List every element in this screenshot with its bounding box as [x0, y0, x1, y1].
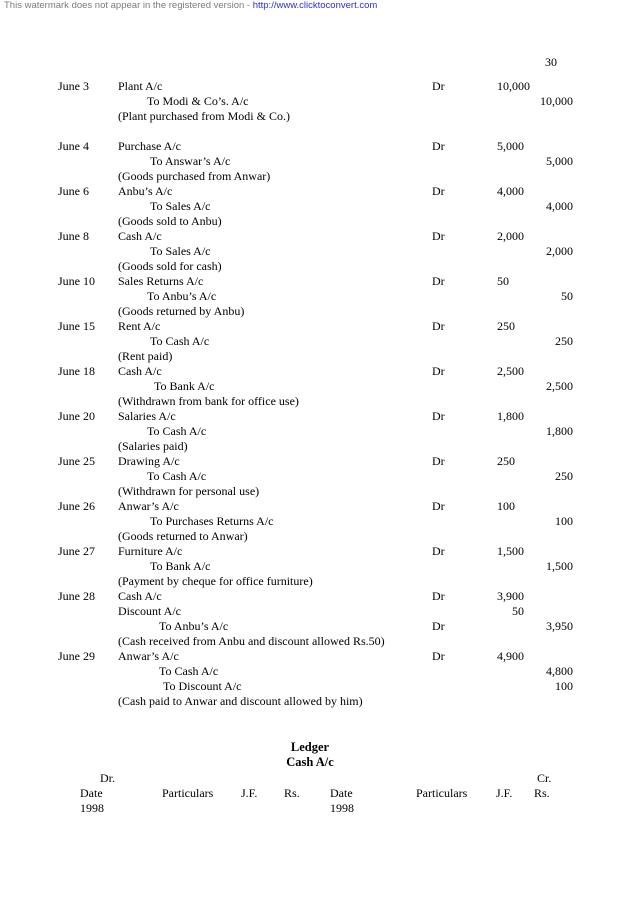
entry-particulars: To Bank A/c — [150, 559, 211, 573]
entry-date: June 10 — [58, 274, 95, 288]
entry-narration: (Goods returned to Anwar) — [118, 529, 248, 543]
entry-particulars: To Bank A/c — [154, 379, 215, 393]
dr-marker: Dr — [432, 79, 445, 93]
entry-particulars: To Anbu’s A/c — [159, 619, 229, 633]
entry-date: June 20 — [58, 409, 95, 423]
debit-amount: 50 — [497, 274, 509, 288]
credit-amount: 250 — [555, 334, 573, 348]
entry-particulars: Plant A/c — [118, 79, 163, 93]
ledger-right-date-header: Date — [330, 786, 353, 800]
entry-narration: (Payment by cheque for office furniture) — [118, 574, 313, 588]
credit-amount: 1,800 — [546, 424, 573, 438]
entry-particulars: Cash A/c — [118, 589, 162, 603]
entry-narration: (Rent paid) — [118, 349, 173, 363]
entry-narration: (Withdrawn from bank for office use) — [118, 394, 299, 408]
entry-narration: (Goods sold for cash) — [118, 259, 222, 273]
dr-marker: Dr — [432, 589, 445, 603]
dr-marker: Dr — [432, 454, 445, 468]
entry-date: June 27 — [58, 544, 95, 558]
entry-particulars: Purchase A/c — [118, 139, 181, 153]
entry-particulars: To Cash A/c — [147, 424, 207, 438]
entry-date: June 25 — [58, 454, 95, 468]
entry-particulars: To Answar’s A/c — [150, 154, 231, 168]
entry-particulars: To Cash A/c — [150, 334, 210, 348]
credit-amount: 2,000 — [546, 244, 573, 258]
dr-marker: Dr — [432, 274, 445, 288]
credit-amount: 1,500 — [546, 559, 573, 573]
dr-marker: Dr — [432, 139, 445, 153]
credit-amount: 10,000 — [540, 94, 573, 108]
debit-amount: 250 — [497, 319, 515, 333]
entry-particulars: Cash A/c — [118, 364, 162, 378]
debit-amount: 4,900 — [497, 649, 524, 663]
entry-particulars: Furniture A/c — [118, 544, 183, 558]
dr-marker: Dr — [432, 499, 445, 513]
credit-amount: 100 — [555, 679, 573, 693]
entry-particulars: Anbu’s A/c — [118, 184, 173, 198]
credit-amount: 5,000 — [546, 154, 573, 168]
entry-particulars: Discount A/c — [118, 604, 181, 618]
dr-marker: Dr — [432, 649, 445, 663]
credit-amount: 4,000 — [546, 199, 573, 213]
entry-date: June 3 — [58, 79, 89, 93]
entry-date: June 15 — [58, 319, 95, 333]
ledger-heading: Ledger — [290, 740, 330, 754]
debit-amount: 50 — [512, 604, 524, 618]
entry-date: June 8 — [58, 229, 89, 243]
entry-particulars: Anwar’s A/c — [118, 499, 179, 513]
debit-amount: 10,000 — [497, 79, 530, 93]
entry-particulars: Rent A/c — [118, 319, 161, 333]
dr-marker: Dr — [432, 409, 445, 423]
dr-marker: Dr — [432, 364, 445, 378]
ledger-right-year: 1998 — [330, 801, 354, 815]
credit-amount: 4,800 — [546, 664, 573, 678]
watermark — [4, 0, 377, 11]
entry-narration: (Salaries paid) — [118, 439, 188, 453]
ledger-right-particulars-header: Particulars — [416, 786, 468, 800]
watermark-text: This watermark does not appear in the registered version - — [4, 0, 253, 11]
entry-particulars: To Sales A/c — [150, 199, 211, 213]
debit-amount: 4,000 — [497, 184, 524, 198]
debit-amount: 1,500 — [497, 544, 524, 558]
entry-narration: (Goods purchased from Anwar) — [118, 169, 271, 183]
ledger-left-rs-header: Rs. — [284, 786, 300, 800]
dr-marker: Dr — [432, 619, 445, 633]
ledger-right-rs-header: Rs. — [534, 786, 550, 800]
credit-amount: 250 — [555, 469, 573, 483]
ledger-account-title: Cash A/c — [286, 755, 334, 769]
entry-date: June 28 — [58, 589, 95, 603]
debit-amount: 2,000 — [497, 229, 524, 243]
dr-marker: Dr — [432, 319, 445, 333]
credit-amount: 3,950 — [546, 619, 573, 633]
dr-marker: Dr — [432, 544, 445, 558]
entry-particulars: To Sales A/c — [150, 244, 211, 258]
dr-marker: Dr — [432, 229, 445, 243]
ledger-left-particulars-header: Particulars — [162, 786, 214, 800]
entry-narration: (Goods returned by Anbu) — [118, 304, 245, 318]
entry-date: June 4 — [58, 139, 89, 153]
debit-amount: 1,800 — [497, 409, 524, 423]
debit-amount: 3,900 — [497, 589, 524, 603]
entry-narration: (Plant purchased from Modi & Co.) — [118, 109, 290, 123]
entry-particulars: To Purchases Returns A/c — [150, 514, 274, 528]
entry-narration: (Withdrawn for personal use) — [118, 484, 260, 498]
ledger-left-year: 1998 — [80, 801, 104, 815]
entry-date: June 29 — [58, 649, 95, 663]
entry-particulars: Anwar’s A/c — [118, 649, 179, 663]
ledger-left-jf-header: J.F. — [241, 786, 258, 800]
ledger-left-date-header: Date — [80, 786, 103, 800]
dr-marker: Dr — [432, 184, 445, 198]
debit-amount: 100 — [497, 499, 515, 513]
debit-amount: 5,000 — [497, 139, 524, 153]
entry-particulars: To Cash A/c — [147, 469, 207, 483]
credit-amount: 50 — [561, 289, 573, 303]
entry-particulars: Drawing A/c — [118, 454, 180, 468]
page-number: 30 — [545, 55, 557, 69]
ledger-dr-label: Dr. — [100, 771, 115, 785]
entry-particulars: To Modi & Co’s. A/c — [147, 94, 249, 108]
ledger-right-jf-header: J.F. — [496, 786, 513, 800]
watermark-link[interactable]: http://www.clicktoconvert.com — [252, 0, 378, 11]
debit-amount: 2,500 — [497, 364, 524, 378]
entry-date: June 26 — [58, 499, 95, 513]
credit-amount: 2,500 — [546, 379, 573, 393]
entry-particulars: Sales Returns A/c — [118, 274, 204, 288]
entry-particulars: To Anbu’s A/c — [147, 289, 217, 303]
entry-particulars: To Cash A/c — [159, 664, 219, 678]
entry-narration: (Goods sold to Anbu) — [118, 214, 222, 228]
entry-date: June 6 — [58, 184, 89, 198]
ledger-cr-label: Cr. — [537, 771, 552, 785]
debit-amount: 250 — [497, 454, 515, 468]
entry-particulars: Cash A/c — [118, 229, 162, 243]
entry-particulars: Salaries A/c — [118, 409, 176, 423]
credit-amount: 100 — [555, 514, 573, 528]
entry-date: June 18 — [58, 364, 95, 378]
entry-narration: (Cash received from Anbu and discount allowed Rs.50) — [118, 634, 385, 648]
entry-narration: (Cash paid to Anwar and discount allowed by him) — [118, 694, 363, 708]
entry-particulars: To Discount A/c — [163, 679, 242, 693]
